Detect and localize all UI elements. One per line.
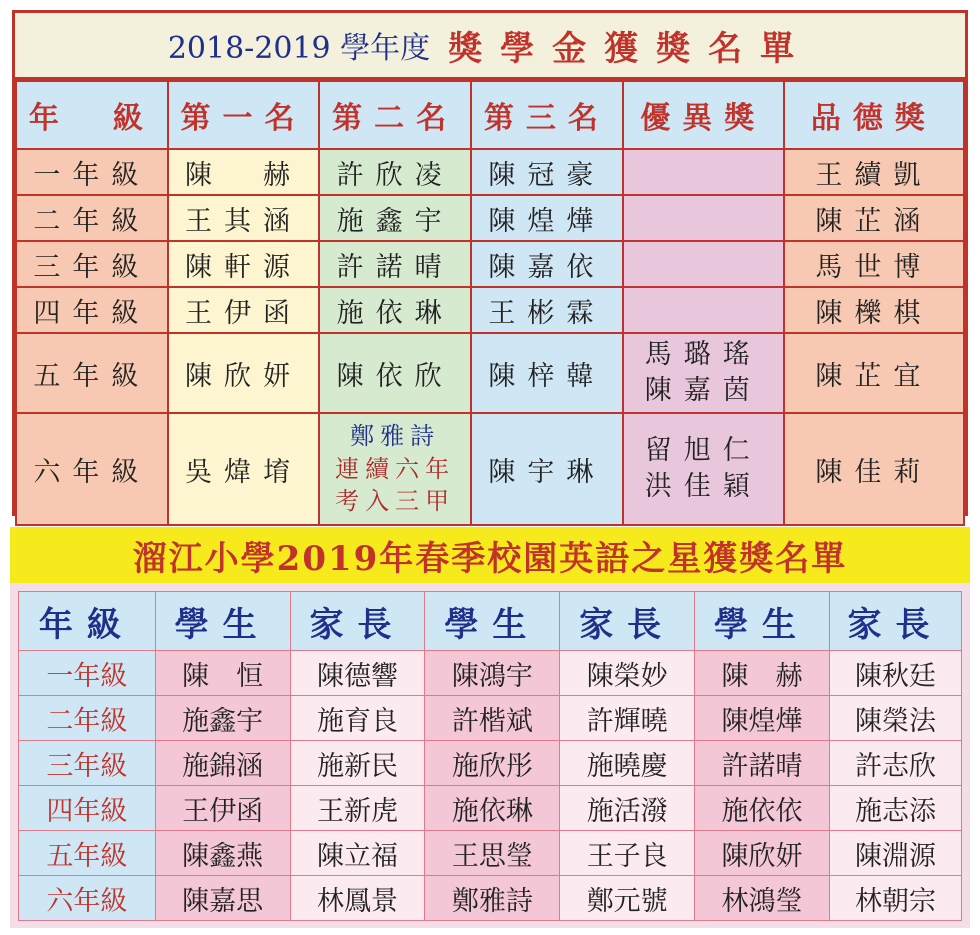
parent-cell: 陳秋廷 (829, 651, 961, 696)
third-place-cell: 陳冠豪 (471, 149, 623, 195)
merit-cell (623, 241, 784, 287)
conduct-cell: 陳櫟棋 (784, 287, 964, 333)
table-row (16, 241, 964, 287)
merit-name: 洪佳穎 (644, 471, 762, 502)
second-place-cell: 陳依欣 (319, 333, 471, 413)
table-row (16, 195, 964, 241)
grade-cell: 三年級 (19, 741, 156, 786)
student-cell: 陳鴻宇 (425, 651, 560, 696)
third-place-cell: 陳梓韓 (471, 333, 623, 413)
first-place-cell: 陳軒源 (168, 241, 320, 287)
header-grade: 年 級 (16, 81, 168, 149)
header-second-place: 第二名 (319, 81, 471, 149)
second-place-cell (319, 413, 471, 525)
merit-cell (623, 149, 784, 195)
table-row (16, 287, 964, 333)
parent-cell: 施新民 (290, 741, 425, 786)
second-place-cell: 許諾晴 (319, 241, 471, 287)
table-row (16, 413, 964, 525)
table-row (19, 651, 962, 696)
student-cell: 施依依 (695, 786, 830, 831)
header-student: 學生 (695, 592, 830, 651)
first-place-cell: 王伊函 (168, 287, 320, 333)
scholarship-header-row (16, 81, 964, 149)
english-star-banner (10, 527, 970, 583)
conduct-cell: 陳芷涵 (784, 195, 964, 241)
grade-cell: 五年級 (16, 333, 168, 413)
grade-cell: 六年級 (19, 876, 156, 921)
student-cell: 許諾晴 (695, 741, 830, 786)
header-conduct-award: 品德獎 (784, 81, 964, 149)
second-place-cell: 施依琳 (319, 287, 471, 333)
conduct-cell: 王續凱 (784, 149, 964, 195)
parent-cell: 許志欣 (829, 741, 961, 786)
table-row (19, 696, 962, 741)
table-row (16, 149, 964, 195)
parent-cell: 陳榮妙 (560, 651, 695, 696)
student-cell: 陳鑫燕 (155, 831, 290, 876)
student-cell: 許楷斌 (425, 696, 560, 741)
grade-cell: 一年級 (19, 651, 156, 696)
parent-cell: 陳淵源 (829, 831, 961, 876)
student-cell: 施欣彤 (425, 741, 560, 786)
student-cell: 王思瑩 (425, 831, 560, 876)
parent-cell: 鄭元號 (560, 876, 695, 921)
first-place-cell: 陳欣妍 (168, 333, 320, 413)
merit-cell (623, 287, 784, 333)
second-place-cell: 施鑫宇 (319, 195, 471, 241)
first-place-cell: 王其涵 (168, 195, 320, 241)
header-student: 學生 (155, 592, 290, 651)
header-parent: 家長 (829, 592, 961, 651)
third-place-cell: 王彬霖 (471, 287, 623, 333)
student-cell: 施錦涵 (155, 741, 290, 786)
student-cell: 陳欣妍 (695, 831, 830, 876)
table-row (16, 333, 964, 413)
first-place-cell: 吳煒堉 (168, 413, 320, 525)
conduct-cell: 馬世博 (784, 241, 964, 287)
student-cell: 鄭雅詩 (425, 876, 560, 921)
english-star-title: 溜江小學2019年春季校園英語之星獲獎名單 (132, 538, 848, 579)
first-place-cell: 陳 赫 (168, 149, 320, 195)
parent-cell: 施活潑 (560, 786, 695, 831)
grade-cell: 二年級 (16, 195, 168, 241)
scholarship-table-panel (12, 10, 968, 516)
scholarship-title: 獎學金獲獎名單 (448, 28, 813, 69)
merit-cell (623, 413, 784, 525)
header-first-place: 第一名 (168, 81, 320, 149)
english-star-panel (10, 583, 970, 928)
parent-cell: 陳德響 (290, 651, 425, 696)
grade-cell: 一年級 (16, 149, 168, 195)
student-cell: 陳嘉思 (155, 876, 290, 921)
merit-cell (623, 333, 784, 413)
parent-cell: 施育良 (290, 696, 425, 741)
second-place-name: 鄭雅詩 (350, 422, 441, 451)
achievement-note: 連續六年 (335, 454, 456, 483)
parent-cell: 林朝宗 (829, 876, 961, 921)
english-star-table (18, 591, 962, 921)
student-cell: 施依琳 (425, 786, 560, 831)
student-cell: 施鑫宇 (155, 696, 290, 741)
table-row (19, 741, 962, 786)
parent-cell: 林鳳景 (290, 876, 425, 921)
parent-cell: 王子良 (560, 831, 695, 876)
student-cell: 陳 恒 (155, 651, 290, 696)
table-row (19, 786, 962, 831)
parent-cell: 陳榮法 (829, 696, 961, 741)
header-parent: 家長 (290, 592, 425, 651)
table-row (19, 876, 962, 921)
grade-cell: 六年級 (16, 413, 168, 525)
third-place-cell: 陳宇琳 (471, 413, 623, 525)
header-merit-award: 優異獎 (623, 81, 784, 149)
merit-name: 陳嘉茵 (644, 375, 762, 406)
parent-cell: 許輝曉 (560, 696, 695, 741)
parent-cell: 施志添 (829, 786, 961, 831)
second-place-cell: 許欣凌 (319, 149, 471, 195)
third-place-cell: 陳煌燁 (471, 195, 623, 241)
english-star-header-row (19, 592, 962, 651)
third-place-cell: 陳嘉依 (471, 241, 623, 287)
grade-cell: 三年級 (16, 241, 168, 287)
parent-cell: 陳立福 (290, 831, 425, 876)
merit-cell (623, 195, 784, 241)
student-cell: 林鴻瑩 (695, 876, 830, 921)
achievement-note: 考入三甲 (335, 487, 456, 516)
merit-name: 留旭仁 (644, 434, 762, 466)
conduct-cell: 陳芷宜 (784, 333, 964, 413)
academic-year-label: 2018-2019 學年度 (167, 31, 431, 66)
parent-cell: 施曉慶 (560, 741, 695, 786)
merit-name: 馬璐瑤 (644, 338, 762, 370)
parent-cell: 王新虎 (290, 786, 425, 831)
conduct-cell: 陳佳莉 (784, 413, 964, 525)
scholarship-title-bar (15, 13, 965, 80)
scholarship-table (15, 80, 965, 526)
student-cell: 陳 赫 (695, 651, 830, 696)
header-parent: 家長 (560, 592, 695, 651)
grade-cell: 二年級 (19, 696, 156, 741)
grade-cell: 四年級 (16, 287, 168, 333)
header-student: 學生 (425, 592, 560, 651)
grade-cell: 五年級 (19, 831, 156, 876)
student-cell: 王伊函 (155, 786, 290, 831)
student-cell: 陳煌燁 (695, 696, 830, 741)
header-third-place: 第三名 (471, 81, 623, 149)
header-grade: 年級 (19, 592, 156, 651)
grade-cell: 四年級 (19, 786, 156, 831)
table-row (19, 831, 962, 876)
